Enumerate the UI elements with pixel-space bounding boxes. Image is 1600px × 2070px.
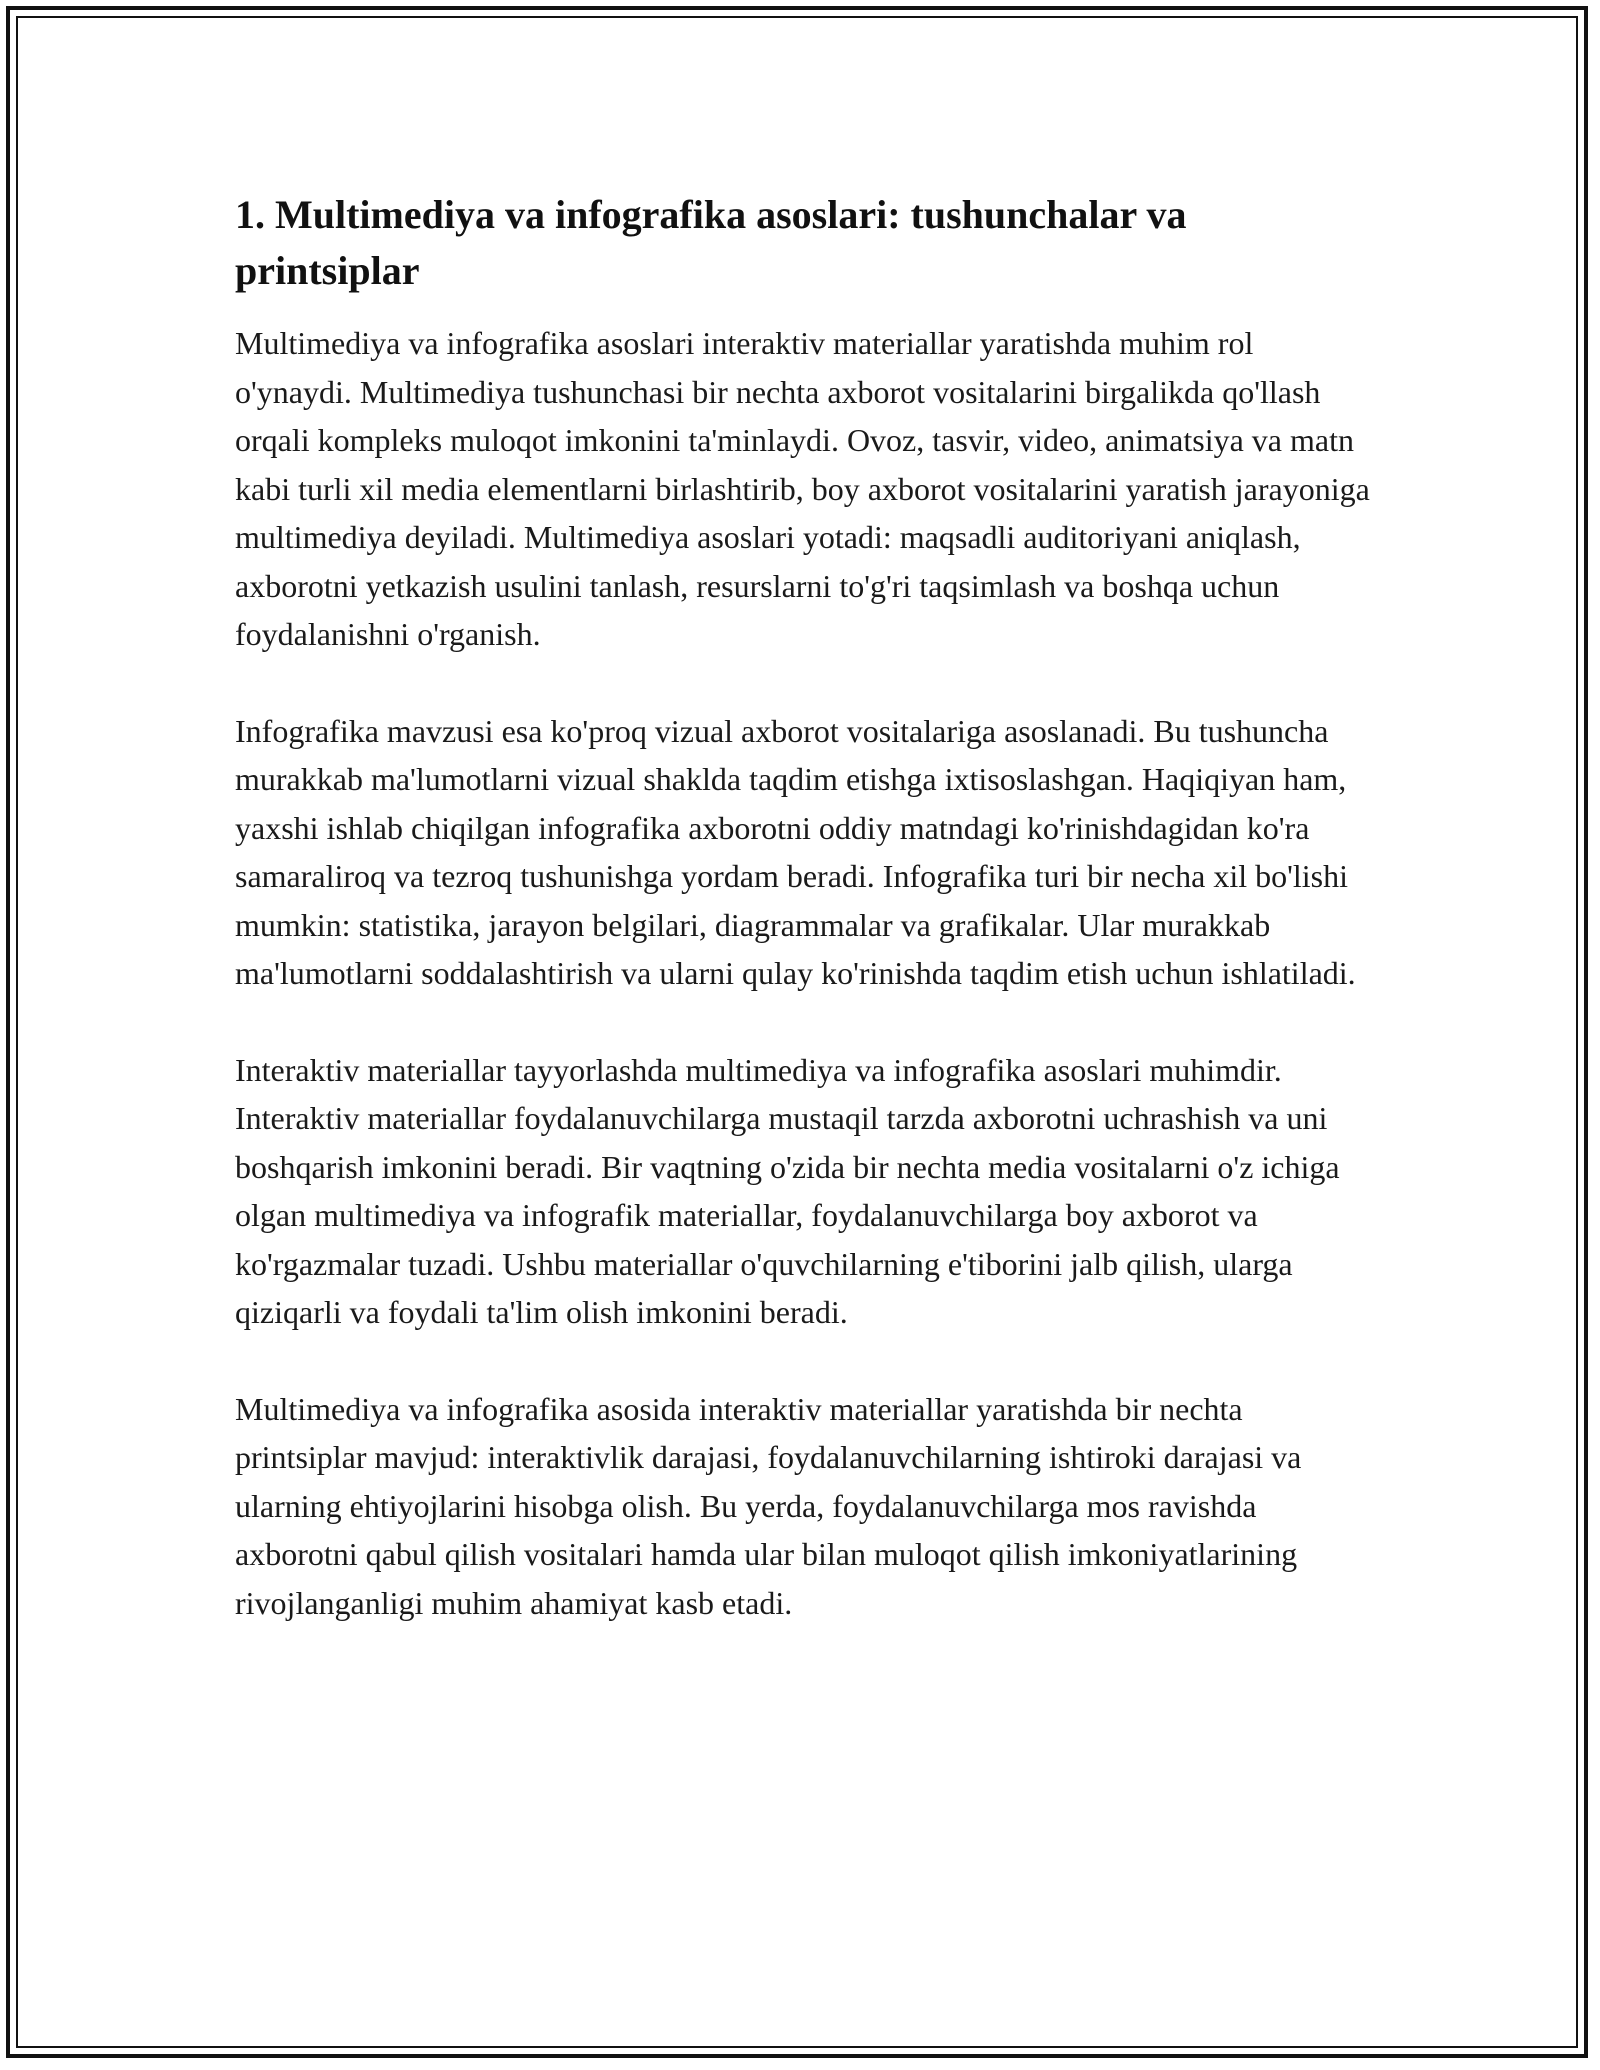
paragraph-interaktiv-materiallar: Interaktiv materiallar tayyorlashda multimediya va infografika asoslari muhimdir. Interaktiv materiallar foydalanuvchilarga mustaqil tarzda axborotni uchrashish va uni boshqarish imkonini beradi. Bir vaqtning o'zida bir nechta media vositalarni o'z ichiga olgan multimediya va infografik materiallar, foydalanuvchilarga boy axborot va ko'rgazmalar tuzadi. Ushbu materiallar o'quvchilarning e'tiborini jalb qilish, ularga qiziqarli va foydali ta'lim olish imkonini beradi. [235, 1051, 1340, 1330]
paragraph-printsiplar: Multimediya va infografika asosida interaktiv materiallar yaratishda bir nechta printsiplar mavjud: interaktivlik darajasi, foydalanuvchilarning ishtiroki darajasi va ularning ehtiyojlarini hisobga olish. Bu yerda, foydalanuvchilarga mos ravishda axborotni qabul qilish vositalari hamda ular bilan muloqot qilish imkoniyatlarining rivojlanganligi muhim ahamiyat kasb etadi. [235, 1390, 1302, 1621]
paragraph-infografika: Infografika mavzusi esa ko'proq vizual axborot vositalariga asoslanadi. Bu tushuncha murakkab ma'lumotlarni vizual shakldа taqdim etishga ixtisoslashgan. Haqiqiyan ham, yaxshi ishlab chiqilgan infografika axborotni oddiy matndagi ko'rinishdagidan ko'ra samaraliroq va tezroq tushunishga yordam beradi. Infografika turi bir necha xil bo'lishi mumkin: statistika, jarayon belgilari, diagrammalar va grafikalar. Ular murakkab ma'lumotlarni soddalashtirish va ularni qulay ko'rinishda taqdim etish uchun ishlatiladi. [235, 712, 1356, 991]
paragraph-multimediya: Multimediya va infografika asoslari interaktiv materiallar yaratishda muhim rol o'ynaydi. Multimediya tushunchasi bir nechta axborot vositalarini birgalikda qo'llash orqali kompleks muloqot imkonini ta'minlaydi. Ovoz, tasvir, video, animatsiya va matn kabi turli xil media elementlarni birlashtirib, boy axborot vositalarini yaratish jarayoniga multimediya deyiladi. Multimediya asoslari yotadi: maqsadli auditoriyani aniqlash, axborotni yetkazish usulini tanlash, resurslarni to'g'ri taqsimlash va boshqa uchun foydalanishni o'rganish. [235, 325, 1370, 652]
document-body [235, 187, 1375, 1675]
section-heading: 1. Multimediya va infografika asoslari: tushunchalar va printsiplar [235, 192, 1187, 293]
